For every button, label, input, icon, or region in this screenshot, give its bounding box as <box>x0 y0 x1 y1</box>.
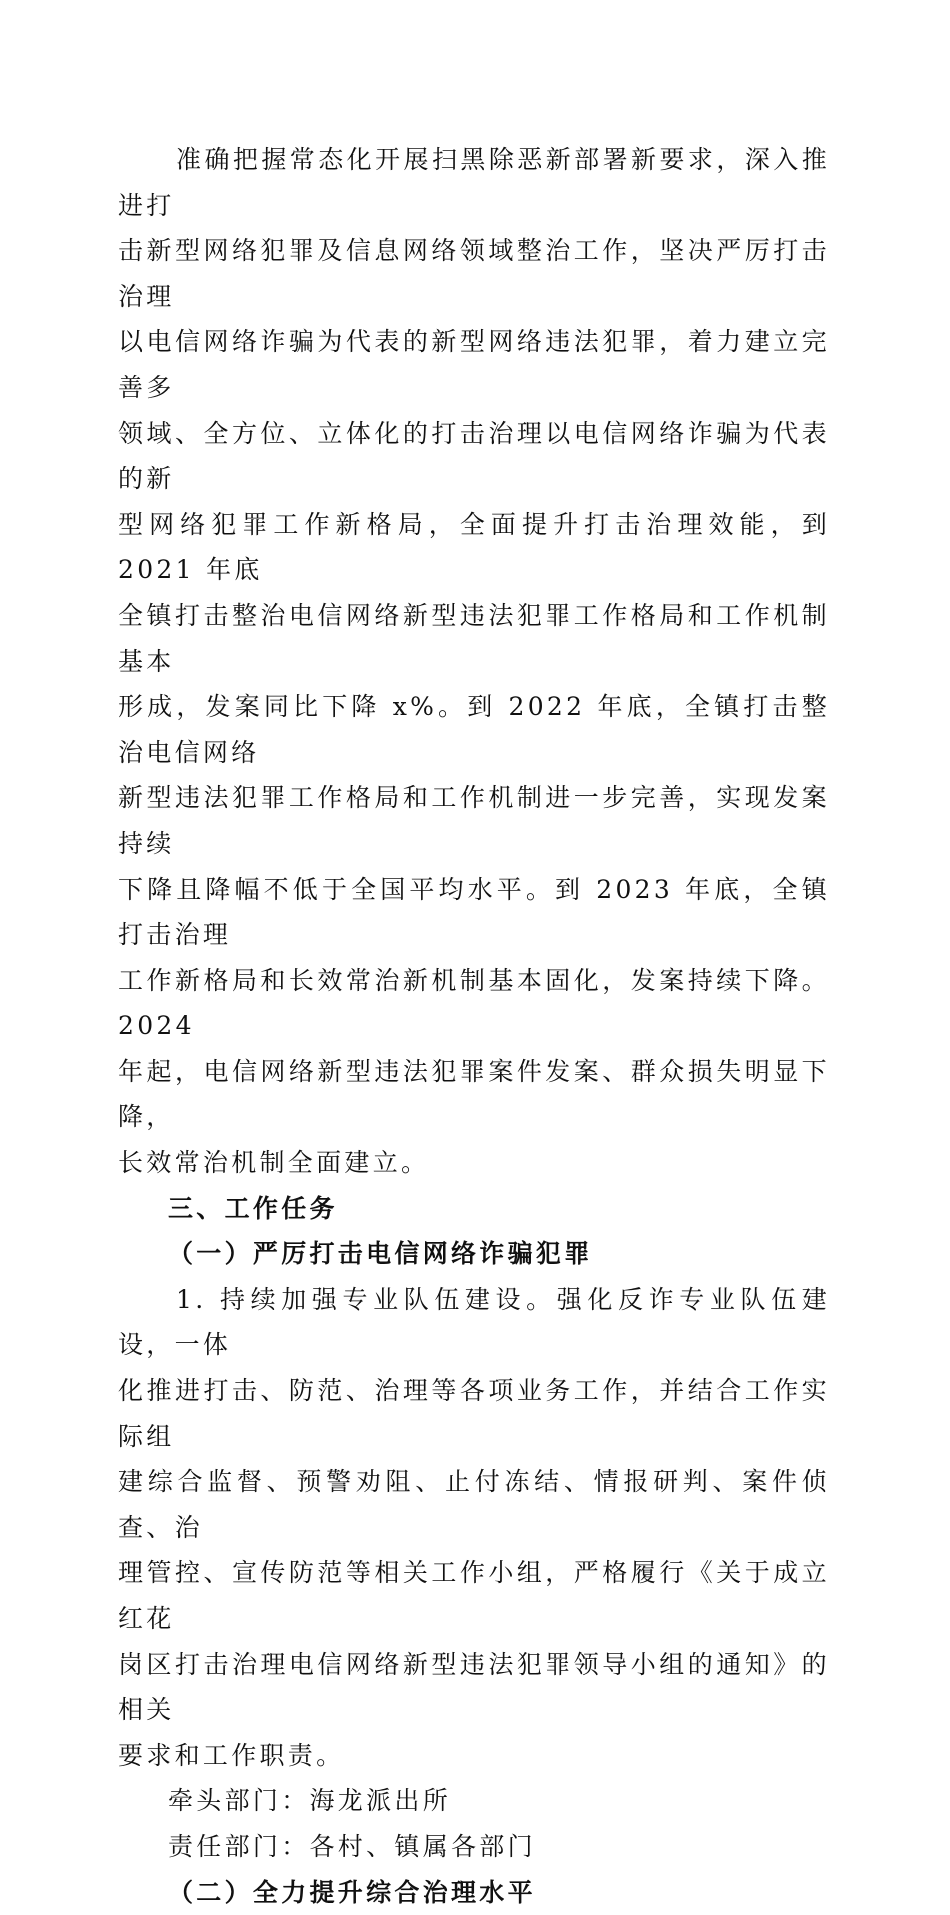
document-body <box>118 137 830 1915</box>
paragraph-goals: 准确把握常态化开展扫黑除恶新部署新要求，深入推进打 击新型网络犯罪及信息网络领域整治工作，坚决严厉打击治理 以电信网络诈骗为代表的新型网络违法犯罪，着力建立完善多 领域、全方位、立体化的打击治理以电信网络诈骗为代表的新 型网络犯罪工作新格局，全面提升打击治理效能，到 2021 年底 全镇打击整治电信网络新型违法犯罪工作格局和工作机制基本 形成，发案同比下降 x%。到 2022 年底，全镇打击整治电信网络 新型违法犯罪工作格局和工作机制进一步完善，实现发案持续 下降且降幅不低于全国平均水平。到 2023 年底，全镇打击治理 工作新格局和长效常治新机制基本固化，发案持续下降。2024 年起，电信网络新型违法犯罪案件发案、群众损失明显下降， 长效常治机制全面建立。 <box>118 145 831 1178</box>
section-heading-work-tasks: 三、工作任务 <box>168 1193 338 1223</box>
lead-department: 牵头部门：海龙派出所 <box>168 1786 452 1816</box>
responsible-department: 责任部门：各村、镇属各部门 <box>168 1831 536 1861</box>
subsection-heading-2: （二）全力提升综合治理水平 <box>168 1877 536 1907</box>
paragraph-item-1: 1. 持续加强专业队伍建设。强化反诈专业队伍建设，一体 化推进打击、防范、治理等各项业务工作，并结合工作实际组 建综合监督、预警劝阻、止付冻结、情报研判、案件侦查、治 理管控、宣传防范等相关工作小组，严格履行《关于成立红花 岗区打击治理电信网络新型违法犯罪领导小组的通知》的相关 要求和工作职责。 <box>118 1284 830 1770</box>
subsection-heading-1: （一）严厉打击电信网络诈骗犯罪 <box>168 1239 593 1269</box>
